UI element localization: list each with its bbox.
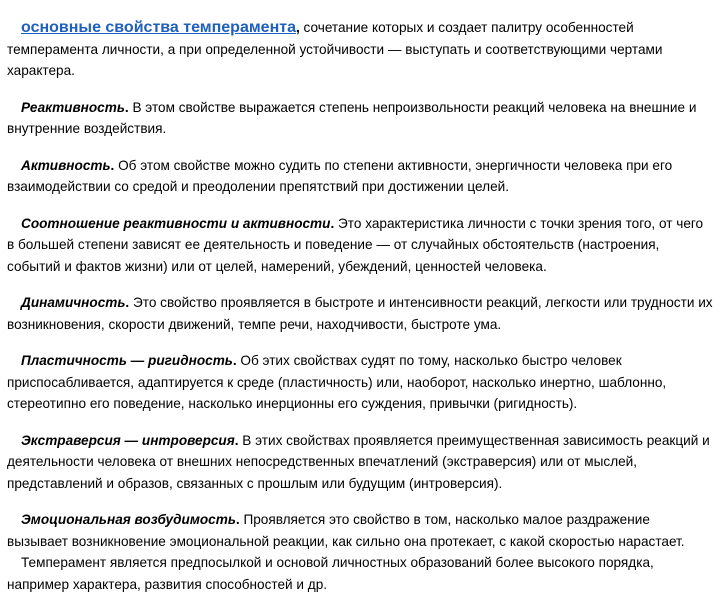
property-description: Это характеристика личности с точки зрения того, от чего в большей степени зависят ее деятельность и поведение — от случайных обстоятельств (настроения, событий и фактов жизни) или от целей, намерений, убеждений, ценностей человека. [7,215,704,274]
property-term-dot: . [235,512,240,527]
property-description: В этих свойствах проявляется преимущественная зависимость реакций и деятельности человека от внешних непосредственных впечатлений (экстраверсия) или от мыслей, представлений и образов, связанных с прошлым или будущим (интроверсия). [7,432,710,491]
property-term: Экстраверсия — интроверсия [21,432,235,448]
property-paragraph [7,430,713,495]
property-term-dot: . [234,432,239,448]
property-paragraph [7,155,713,198]
property-term: Динамичность [21,295,126,310]
property-description: Об этих свойствах судят по тому, насколько быстро человек приспосабливается, адаптируется к среде (пластичность) или, наоборот, насколько инертно, шаблонно, стереотипно его поведение, насколько инерционны его суждения, привычки (ригидность). [7,353,667,411]
property-term-dot: . [125,295,130,310]
property-term: Реактивность [21,99,125,115]
property-description: Проявляется это свойство в том, насколько малое раздражение вызывает возникновение эмоциональной реакции, как сильно она протекает, с какой скоростью нарастает. [7,512,685,549]
conclusion-paragraph: Темперамент является предпосылкой и основой личностных образований более высокого порядка, например характера, развития способностей и др. [7,555,654,592]
property-description: В этом свойстве выражается степень непроизвольности реакций человека на внешние и внутренние воздействия. [7,99,697,136]
property-paragraph [7,97,713,140]
property-description: Об этом свойстве можно судить по степени активности, энергичности человека при его взаимодействии со средой и преодолении препятствий при достижении целей. [7,157,673,194]
intro-link-tail: , [295,20,300,35]
temperament-properties-link[interactable]: основные свойства темперамента [21,19,296,36]
property-term-dot: . [232,353,237,368]
intro-paragraph [7,17,713,82]
property-term: Соотношение реактивности и активности [21,215,331,231]
property-paragraph [7,350,713,415]
property-paragraph [7,213,713,278]
property-term: Эмоциональная возбудимость [21,512,236,527]
property-description: Это свойство проявляется в быстроте и интенсивности реакций, легкости или трудности их возникновения, скорости движений, темпе речи, находчивости, быстроте ума. [7,295,713,332]
property-paragraph [7,292,713,335]
property-term: Активность [21,157,111,173]
property-term-dot: . [124,99,129,115]
property-term: Пластичность — ригидность [21,353,233,368]
slide-content [7,17,713,595]
intro-text: сочетание которых и создает палитру особенностей темперамента личности, а при определенной устойчивости — выступать и соответствующими чертами характера. [7,20,663,78]
property-term-dot: . [110,157,115,173]
property-term-dot: . [330,215,335,231]
property-paragraph [7,509,713,552]
